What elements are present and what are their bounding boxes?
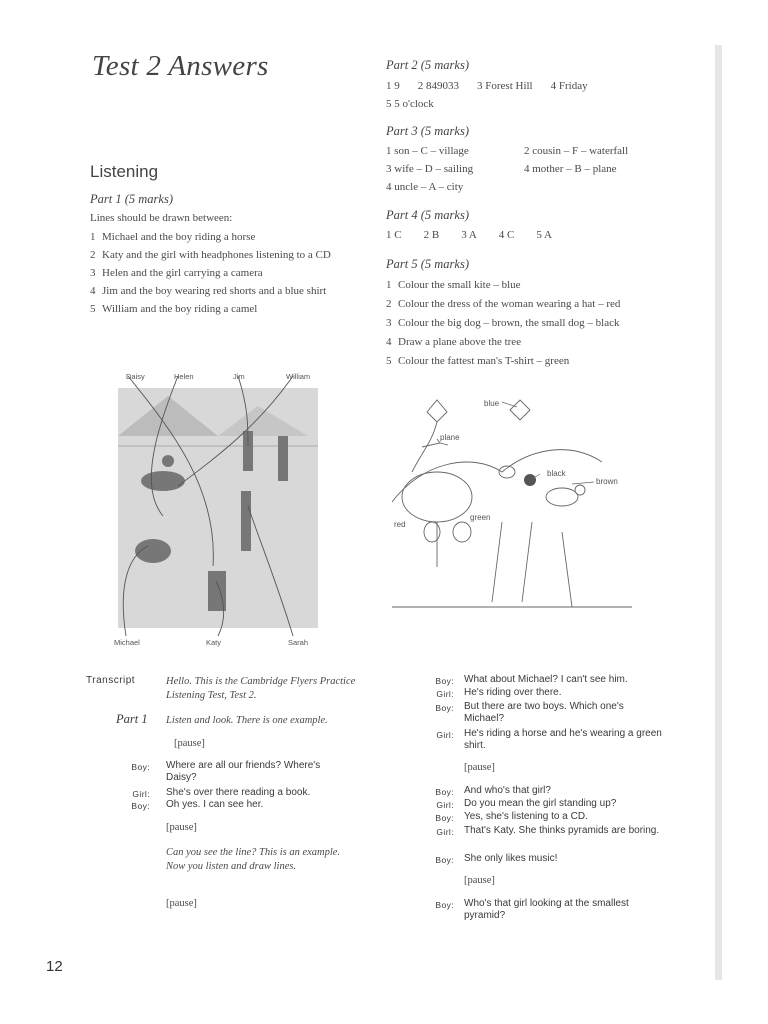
part1-block — [90, 192, 345, 317]
dialogue-line: Where are all our friends? Where's Daisy? — [166, 760, 321, 783]
pause-marker: [pause] — [464, 875, 495, 886]
list-item: 1 Michael and the boy riding a horse — [90, 231, 256, 243]
speaker-label: Girl: — [436, 827, 454, 837]
pause-marker: [pause] — [174, 738, 205, 749]
speaker-label: Boy: — [131, 762, 150, 772]
small-kite — [427, 400, 447, 422]
speaker-label: Boy: — [435, 703, 454, 713]
speaker-label: Girl: — [436, 800, 454, 810]
part1-matching-picture — [108, 366, 330, 652]
list-item: 3 Helen and the girl carrying a camera — [90, 267, 263, 279]
dialogue-line: And who's that girl? — [464, 785, 551, 796]
label-sarah: Sarah — [288, 638, 309, 647]
label-katy: Katy — [206, 638, 222, 647]
section-heading-listening: Listening — [90, 162, 159, 181]
part4-answers — [386, 228, 686, 243]
pause-marker: [pause] — [166, 898, 197, 909]
dialogue-line: He's riding over there. — [464, 687, 562, 698]
camel-figure — [141, 471, 185, 491]
answer: 5 5 o'clock — [386, 98, 434, 110]
speaker-label: Boy: — [435, 813, 454, 823]
speaker-label: Boy: — [435, 900, 454, 910]
label-brown: brown — [596, 477, 618, 486]
page-number: 12 — [46, 958, 63, 975]
speaker-label: Boy: — [131, 801, 150, 811]
dialogue-line: Oh yes. I can see her. — [166, 799, 264, 810]
transcript-intro: Hello. This is the Cambridge Flyers Practice Listening Test, Test 2. — [166, 676, 356, 701]
transcript-example-note: Can you see the line? This is an example. Now you listen and draw lines. — [166, 847, 341, 872]
dialogue-line: But there are two boys. Which one's Michael? — [464, 701, 624, 724]
part1-intro: Lines should be drawn between: — [90, 212, 233, 224]
pause-marker: [pause] — [166, 822, 197, 833]
answer: 4 uncle – A – city — [386, 181, 464, 193]
answer: 3 wife – D – sailing — [386, 163, 474, 175]
part2-heading: Part 2 (5 marks) — [386, 58, 469, 72]
label-red: red — [394, 520, 406, 529]
dialogue-line: Who's that girl looking at the smallest pyramid? — [464, 898, 629, 921]
part5-colouring-picture — [392, 392, 632, 622]
list-item: 2 Katy and the girl with headphones listening to a CD — [90, 249, 331, 261]
speaker-label: Girl: — [132, 789, 150, 799]
part2-answers — [386, 79, 686, 94]
dialogue-line: He's riding a horse and he's wearing a green shirt. — [464, 728, 662, 751]
transcript-part-label: Part 1 — [116, 712, 148, 726]
label-william: William — [286, 372, 311, 381]
answer: 4 Friday — [550, 80, 588, 92]
dialogue-line: What about Michael? I can't see him. — [464, 674, 628, 685]
part1-answer-list — [90, 230, 345, 317]
answer: 1 9 — [386, 80, 400, 92]
answer: 4 C — [498, 229, 515, 241]
label-daisy: Daisy — [126, 372, 145, 381]
speaker-label: Boy: — [435, 855, 454, 865]
label-blue: blue — [484, 399, 500, 408]
label-green: green — [470, 513, 491, 522]
part5-heading: Part 5 (5 marks) — [386, 257, 469, 271]
dialogue-line: That's Katy. She thinks pyramids are boring. — [464, 825, 660, 836]
transcript-part-intro: Listen and look. There is one example. — [166, 715, 328, 726]
label-black: black — [547, 469, 566, 478]
part3-answers — [386, 142, 686, 196]
label-jim: Jim — [233, 372, 245, 381]
pause-marker: [pause] — [464, 762, 495, 773]
part4-heading: Part 4 (5 marks) — [386, 208, 469, 222]
list-item: 5 Colour the fattest man's T-shirt – green — [386, 355, 570, 367]
part4-block — [386, 208, 686, 243]
part1-heading: Part 1 (5 marks) — [90, 192, 173, 206]
answer: 4 mother – B – plane — [524, 163, 617, 175]
dialogue-line: She's over there reading a book. — [166, 787, 311, 798]
speaker-label: Girl: — [436, 730, 454, 740]
answer: 1 C — [386, 229, 402, 241]
part3-block — [386, 124, 686, 196]
list-item: 1 Colour the small kite – blue — [386, 279, 521, 291]
answer: 2 849033 — [417, 80, 459, 92]
page-title: Test 2 Answers — [92, 50, 269, 82]
label-michael: Michael — [114, 638, 140, 647]
transcript-label: Transcript — [86, 675, 136, 686]
part5-answer-list — [386, 276, 686, 371]
speaker-label: Girl: — [436, 689, 454, 699]
speaker-label: Boy: — [435, 787, 454, 797]
answer: 1 son – C – village — [386, 145, 469, 157]
speaker-label: Boy: — [435, 676, 454, 686]
answer: 3 Forest Hill — [477, 80, 533, 92]
part5-block — [386, 257, 686, 371]
answer: 3 A — [461, 229, 477, 241]
answer: 5 A — [536, 229, 552, 241]
dialogue-line: Do you mean the girl standing up? — [464, 798, 617, 809]
dialogue-line: Yes, she's listening to a CD. — [464, 811, 588, 822]
label-helen: Helen — [174, 372, 194, 381]
list-item: 4 Draw a plane above the tree — [386, 336, 522, 348]
tree — [402, 472, 472, 522]
list-item: 4 Jim and the boy wearing red shorts and a blue shirt — [90, 285, 327, 297]
small-dog-black — [524, 474, 536, 486]
dialogue-line: She only likes music! — [464, 853, 558, 864]
list-item: 2 Colour the dress of the woman wearing a hat – red — [386, 298, 621, 310]
page-edge-shadow — [715, 45, 722, 980]
list-item: 5 William and the boy riding a camel — [90, 303, 258, 315]
label-plane: plane — [440, 433, 460, 442]
part2-block — [386, 58, 686, 112]
big-dog — [546, 488, 578, 506]
list-item: 3 Colour the big dog – brown, the small dog – black — [386, 317, 620, 329]
answer: 2 cousin – F – waterfall — [524, 145, 629, 157]
part3-heading: Part 3 (5 marks) — [386, 124, 469, 138]
answer: 2 B — [423, 229, 440, 241]
